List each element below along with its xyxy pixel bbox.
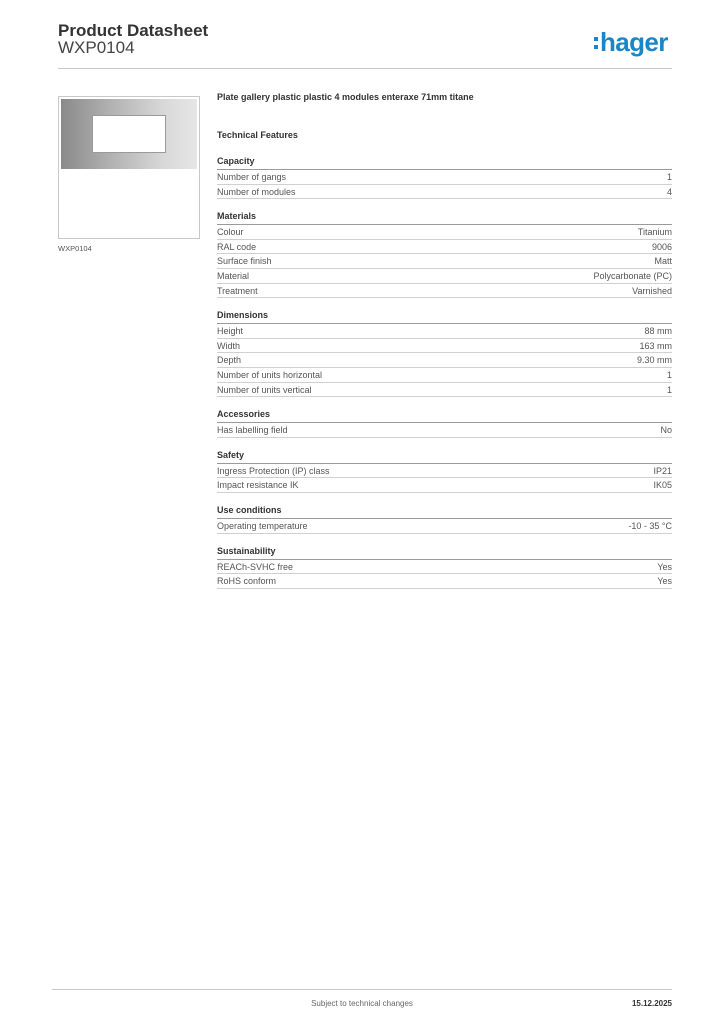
footer-note: Subject to technical changes (311, 999, 413, 1008)
spec-value: 1 (666, 172, 672, 182)
spec-section (217, 546, 672, 589)
spec-row (217, 185, 672, 200)
spec-section (217, 409, 672, 438)
spec-section (217, 450, 672, 493)
section-title: Sustainability (217, 546, 672, 560)
section-title: Use conditions (217, 505, 672, 519)
spec-label: RAL code (217, 241, 257, 252)
spec-value: 163 mm (639, 340, 672, 351)
spec-value: 1 (666, 369, 672, 380)
spec-label: Material (217, 270, 250, 281)
spec-label: Surface finish (217, 256, 272, 267)
spec-row (217, 353, 672, 368)
spec-value: 1 (666, 384, 672, 395)
page-title: Product Datasheet (58, 21, 209, 40)
spec-section (217, 156, 672, 199)
spec-label: Impact resistance IK (217, 480, 299, 491)
product-code: WXP0104 (58, 38, 135, 57)
spec-label: RoHS conform (217, 576, 277, 587)
spec-value: IK05 (653, 480, 672, 491)
spec-label: Number of modules (217, 186, 296, 197)
spec-label: Operating temperature (217, 520, 308, 531)
spec-value: Titanium (637, 227, 672, 238)
plate-window (92, 115, 166, 153)
spec-value: Varnished (632, 285, 672, 296)
spec-row (217, 324, 672, 339)
footer-divider (52, 989, 672, 990)
section-title: Dimensions (217, 310, 672, 324)
spec-label: Number of units vertical (217, 384, 312, 395)
spec-value: Polycarbonate (PC) (593, 270, 672, 281)
spec-value: 9006 (651, 241, 672, 252)
spec-row (217, 170, 672, 185)
spec-value: Matt (654, 256, 672, 267)
spec-value: 9.30 mm (636, 355, 672, 366)
spec-row (217, 225, 672, 240)
spec-label: Width (217, 340, 241, 351)
product-image-caption: WXP0104 (58, 244, 92, 253)
spec-row (217, 269, 672, 284)
spec-label: Height (217, 326, 244, 337)
spec-label: Ingress Protection (IP) class (217, 465, 330, 476)
spec-row (217, 464, 672, 479)
spec-row (217, 339, 672, 354)
spec-value: No (660, 425, 672, 436)
product-description: Plate gallery plastic plastic 4 modules enteraxe 71mm titane (217, 92, 474, 102)
spec-row (217, 284, 672, 299)
logo-text: hager (600, 27, 668, 57)
spec-value: 88 mm (644, 326, 672, 337)
spec-label: Number of units horizontal (217, 369, 323, 380)
section-title: Materials (217, 211, 672, 225)
header-divider (58, 68, 672, 69)
section-title: Accessories (217, 409, 672, 423)
spec-value: IP21 (653, 465, 672, 476)
spec-row (217, 478, 672, 493)
spec-row (217, 383, 672, 398)
spec-section (217, 310, 672, 397)
section-title: Capacity (217, 156, 672, 170)
technical-content (217, 92, 672, 589)
spec-label: Has labelling field (217, 425, 288, 436)
spec-sections (217, 156, 672, 589)
logo-colon-icon (594, 36, 598, 51)
spec-value: 4 (666, 186, 672, 197)
plate-illustration (61, 99, 197, 169)
spec-value: -10 - 35 °C (628, 520, 672, 531)
spec-row (217, 574, 672, 589)
spec-section (217, 211, 672, 298)
spec-section (217, 505, 672, 534)
spec-row (217, 560, 672, 575)
technical-features-heading: Technical Features (217, 130, 298, 140)
footer-date: 15.12.2025 (631, 999, 672, 1008)
spec-row (217, 240, 672, 255)
spec-label: Colour (217, 227, 244, 238)
spec-label: Number of gangs (217, 172, 287, 182)
spec-row (217, 368, 672, 383)
spec-row (217, 519, 672, 534)
spec-row (217, 423, 672, 438)
spec-label: REACh-SVHC free (217, 561, 294, 572)
spec-label: Depth (217, 355, 242, 366)
product-image (58, 96, 200, 239)
spec-value: Yes (657, 576, 672, 587)
section-title: Safety (217, 450, 672, 464)
spec-label: Treatment (217, 285, 258, 296)
spec-value: Yes (657, 561, 672, 572)
spec-row (217, 254, 672, 269)
